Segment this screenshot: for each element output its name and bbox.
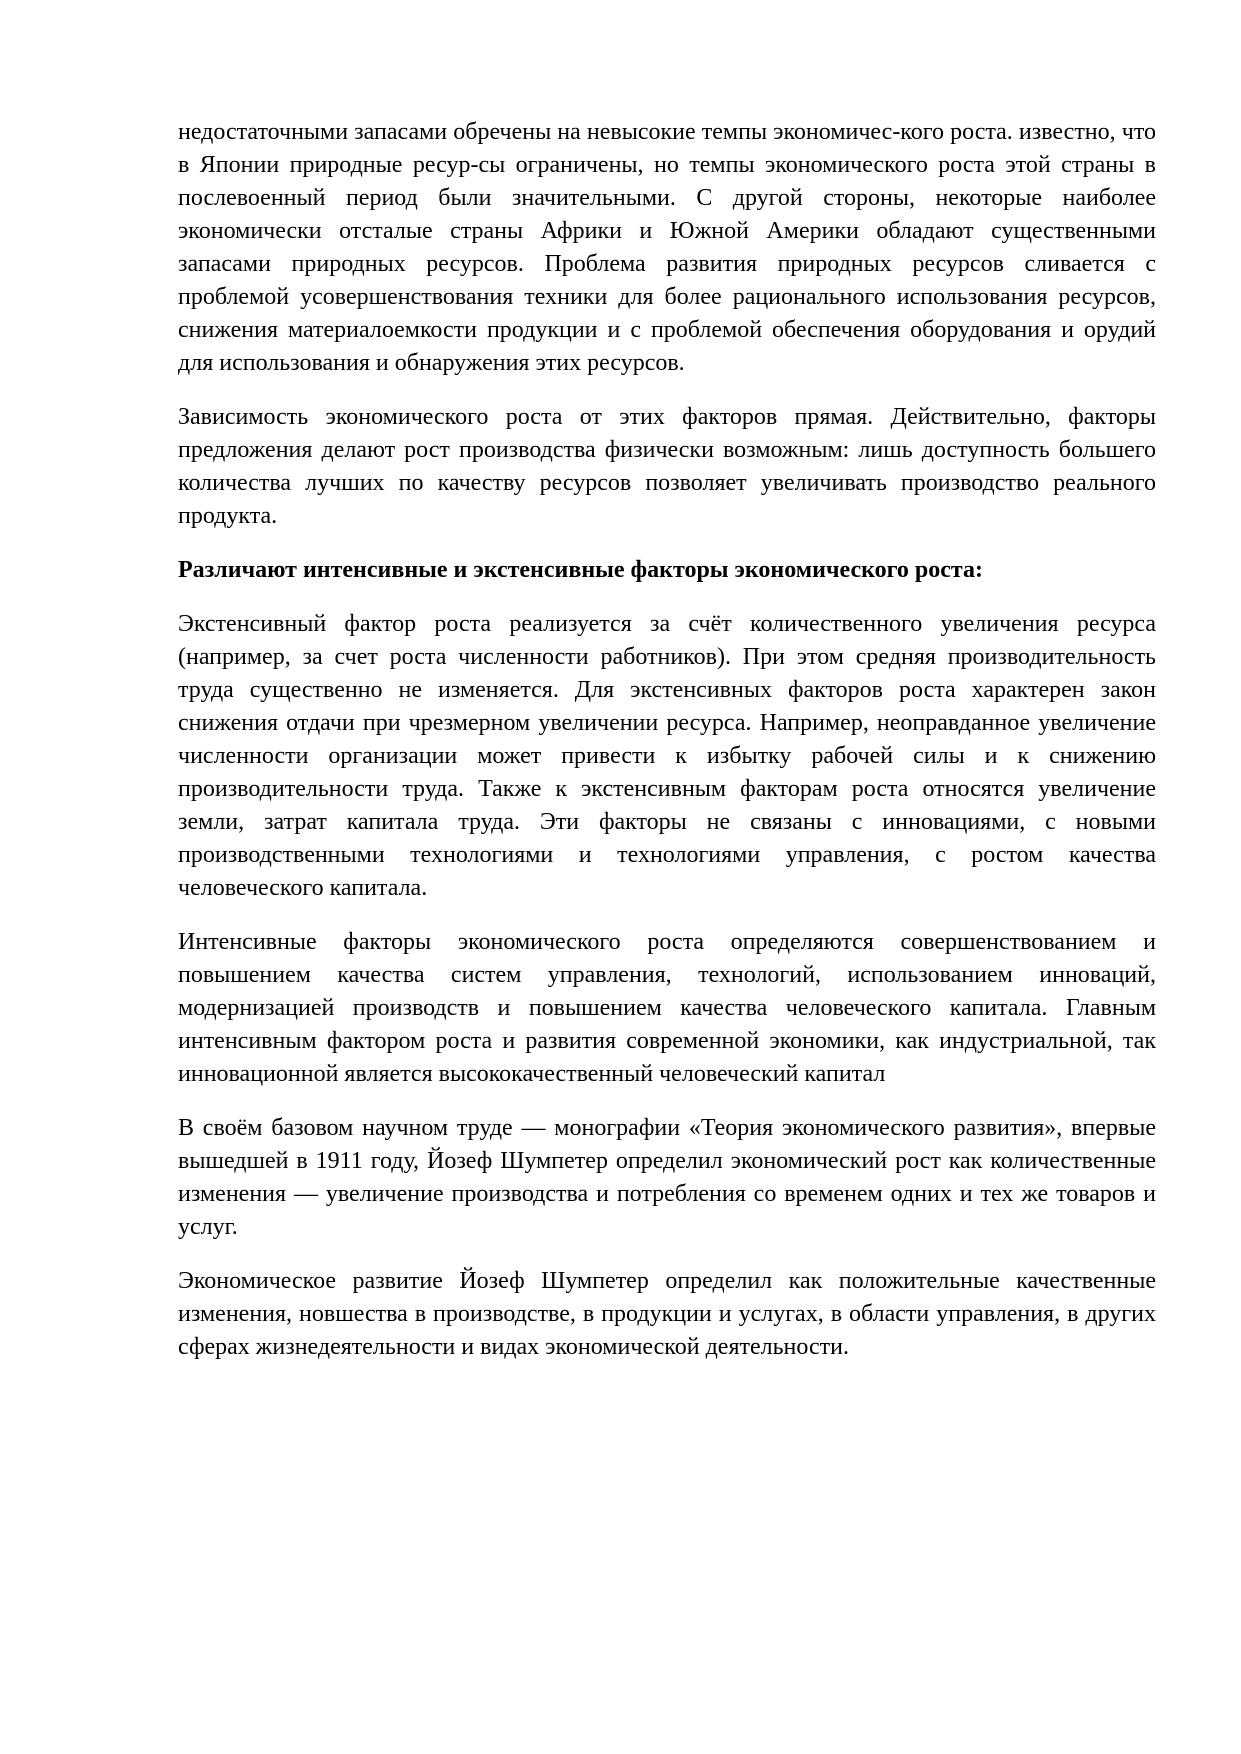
paragraph-natural-resources: недостаточными запасами обречены на невысокие темпы экономичес-кого роста. известно, что в Японии природные ресур-сы ограничены, но темпы экономического роста этой страны в послевоенный период были значительными. С другой стороны, некоторые наиболее экономически отсталые страны Африки и Южной Америки обладают существенными запасами природных ресурсов. Проблема развития природных ресурсов сливается с проблемой усовершенствования техники для более рационального использования ресурсов, снижения материалоемкости продукции и с проблемой обеспечения оборудования и орудий для использования и обнаружения этих ресурсов.: [178, 119, 1156, 376]
paragraph-schumpeter-growth: В своём базовом научном труде — монографии «Теория экономического развития», впервые вышедшей в 1911 году, Йозеф Шумпетер определил экономический рост как количественные изменения — увеличение производства и потребления со временем одних и тех же товаров и услуг.: [178, 1115, 1156, 1240]
paragraph-intensive-factors: Интенсивные факторы экономического роста определяются совершенствованием и повышением качества систем управления, технологий, использованием инноваций, модернизацией производств и повышением качества человеческого капитала. Главным интенсивным фактором роста и развития современной экономики, как индустриальной, так инновационной является высококачественный человеческий капитал: [178, 929, 1156, 1087]
paragraph-growth-dependence: Зависимость экономического роста от этих факторов прямая. Действительно, факторы предложения делают рост производства физически возможным: лишь доступность большего количества лучших по качеству ресурсов позволяет увеличивать производство реального продукта.: [178, 404, 1156, 529]
section-heading: Различают интенсивные и экстенсивные факторы экономического роста:: [178, 557, 983, 583]
paragraph-schumpeter-development: Экономическое развитие Йозеф Шумпетер определил как положительные качественные изменения, новшества в производстве, в продукции и услугах, в области управления, в других сферах жизнедеятельности и видах экономической деятельности.: [178, 1268, 1156, 1360]
document-page: [178, 116, 1156, 1385]
paragraph-extensive-factor: Экстенсивный фактор роста реализуется за счёт количественного увеличения ресурса (например, за счет роста численности работников). При этом средняя производительность труда существенно не изменяется. Для экстенсивных факторов роста характерен закон снижения отдачи при чрезмерном увеличении ресурса. Например, неоправданное увеличение численности организации может привести к избытку рабочей силы и к снижению производительности труда. Также к экстенсивным факторам роста относятся увеличение земли, затрат капитала труда. Эти факторы не связаны с инновациями, с новыми производственными технологиями и технологиями управления, с ростом качества человеческого капитала.: [178, 611, 1156, 901]
